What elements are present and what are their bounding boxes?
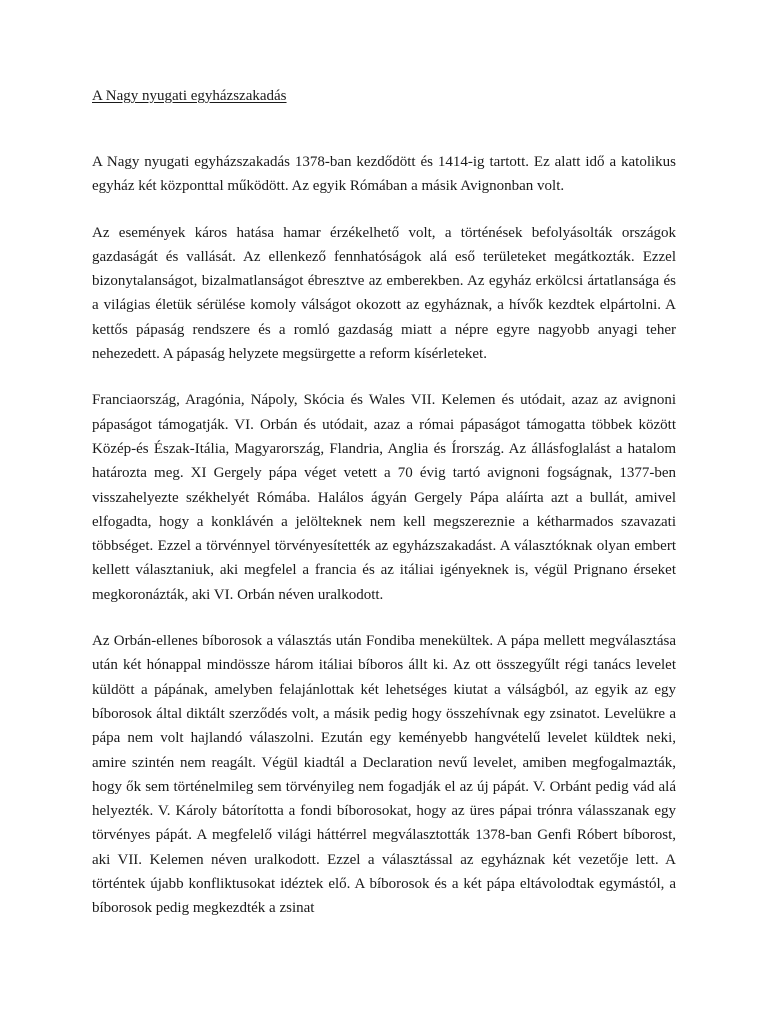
paragraph-4: Az Orbán-ellenes bíborosok a választás után Fondiba menekültek. A pápa mellett megválasztása után két hónappal mindössze három itáliai bíboros állt ki. Az ott összegyűlt régi tanács levelet küldött a pápának, amelyben felajánlottak két lehetséges kiutat a válságból, az egyik az egy bíborosok által diktált szerződés volt, a másik pedig hogy összehívnak egy zsinatot. Levelükre a pápa nem volt hajlandó válaszolni. Ezután egy keményebb hangvételű levelet küldtek neki, amire szintén nem reagált. Végül kiadtál a Declaration nevű levelet, amiben megfogalmazták, hogy ők sem történelmileg sem törvényileg nem fogadják el az új pápát. V. Orbánt pedig vád alá helyezték. V. Károly bátorította a fondi bíborosokat, hogy az üres pápai trónra válasszanak egy törvényes pápát. A megfelelő világi háttérrel megválasztották 1378-ban Genfi Róbert bíborost, aki VII. Kelemen néven uralkodott. Ezzel a választással az egyháznak két vezetője lett. A történtek újabb konfliktusokat idéztek elő. A bíborosok és a két pápa eltávolodtak egymástól, a bíborosok pedig megkezdték a zsinat (92, 633, 676, 917)
paragraph-1: A Nagy nyugati egyházszakadás 1378-ban kezdődött és 1414-ig tartott. Ez alatt idő a katolikus egyház két központtal működött. Az egyik Rómában a másik Avignonban volt. (92, 154, 676, 195)
document-body (92, 150, 676, 943)
paragraph-3: Franciaország, Aragónia, Nápoly, Skócia és Wales VII. Kelemen és utódait, azaz az avignoni pápaságot támogatják. VI. Orbán és utódait, azaz a római pápaságot támogatta többek között Közép-és Észak-Itália, Magyarország, Flandria, Anglia és Írország. Az állásfoglalást a hatalom határozta meg. XI Gergely pápa véget vetett a 70 évig tartó avignoni fogságnak, 1377-ben visszahelyezte székhelyét Rómába. Halálos ágyán Gergely Pápa aláírta azt a bullát, amivel elfogadta, hogy a konklávén a jelölteknek nem kell megszereznie a kétharmados szavazati többséget. Ezzel a törvénnyel törvényesítették az egyházszakadást. A választóknak olyan embert kellett választaniuk, aki megfelel a francia és az itáliai igényeknek is, végül Prignano érseket megkoronázták, aki VI. Orbán néven uralkodott. (92, 392, 676, 603)
paragraph-2: Az események káros hatása hamar érzékelhető volt, a történések befolyásolták országok gazdaságát és vallását. Az ellenkező fennhatóságok alá eső területeket megátkozták. Ezzel bizonytalanságot, bizalmatlanságot ébresztve az emberekben. Az egyház erkölcsi ártatlansága és a világias életük sérülése komoly válságot okozott az egyháznak, a hívők kezdtek elpártolni. A kettős pápaság rendszere és a romló gazdaság miatt a népre egyre nagyobb anyagi teher nehezedett. A pápaság helyzete megsürgette a reform kísérleteket. (92, 224, 676, 363)
document-title: A Nagy nyugati egyházszakadás (92, 88, 287, 104)
